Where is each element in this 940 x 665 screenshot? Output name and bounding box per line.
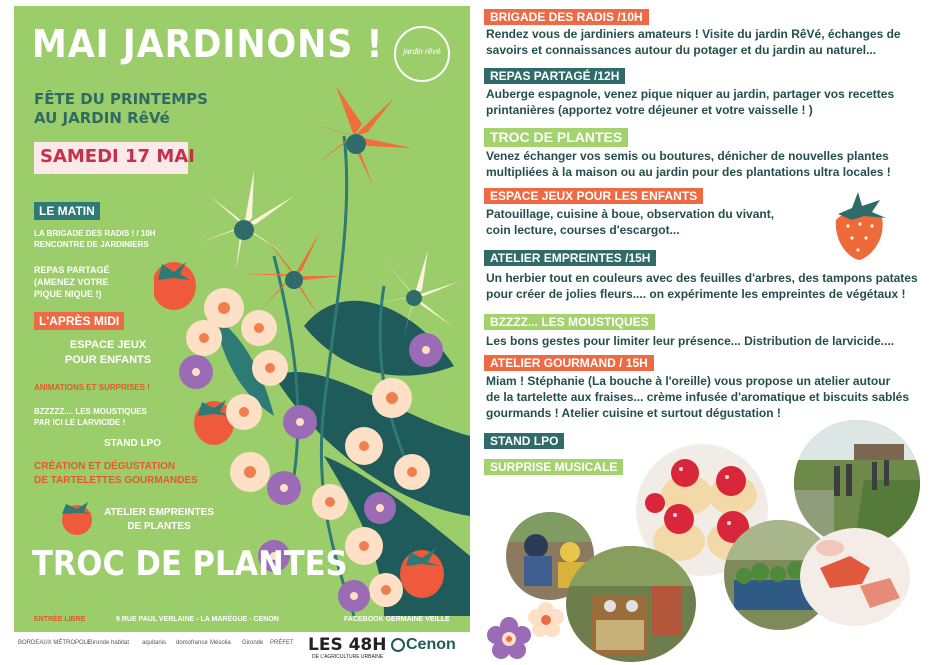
mosquito-line-1: BZZZZZ.... LES MOUSTIQUES [34, 407, 147, 416]
desc-line: Auberge espagnole, venez pique niquer au jardin, partager vos recettes [486, 87, 895, 101]
cenon-logo: Cenon [406, 636, 456, 653]
program-desc-prints-workshop [486, 270, 918, 302]
sponsor-logo: Mésolia [210, 640, 231, 646]
games-line-2: POUR ENFANTS [64, 354, 152, 366]
morning-item-1-line-2: RENCONTRE DE JARDINIERS [34, 240, 149, 249]
desc-line: Rendez vous de jardiniers amateurs ! Visite du jardin RêVé, échanges de [486, 27, 901, 41]
les-48h-logo: LES 48H [308, 635, 387, 655]
sponsor-logo: Gironde habitat [88, 640, 130, 646]
morning-label: LE MATIN [34, 202, 100, 220]
program-desc-shared-meal [486, 86, 894, 118]
morning-item-2 [34, 264, 110, 300]
event-poster [14, 6, 470, 632]
program-desc-radish-brigade [486, 26, 901, 58]
desc-line: multipliées à la maison ou au jardin pour des plantations ultra locales ! [486, 165, 891, 179]
morning-item-1 [34, 228, 156, 250]
program-header-shared-meal: REPAS PARTAGÉ /12H [484, 68, 625, 84]
cream-flower-icon [526, 600, 566, 640]
subtitle-line-2: AU JARDIN RêVé [34, 109, 170, 127]
program-header-plant-swap: TROC DE PLANTES [484, 128, 628, 147]
games-item [54, 338, 162, 368]
program-desc-gourmet-workshop [486, 373, 909, 421]
photo-leaf-prints [800, 528, 910, 626]
program-header-kids-games: ESPACE JEUX POUR LES ENFANTS [484, 188, 703, 204]
workshop-line-2: DE PLANTES [127, 521, 191, 532]
subtitle-line-1: FÊTE DU PRINTEMPS [34, 90, 208, 108]
stand-lpo-text: STAND LPO [104, 438, 162, 449]
tasting-line-1: CRÉATION ET DÉGUSTATION [34, 461, 176, 472]
flower-illustration [154, 76, 470, 616]
morning-item-2-line-3: PIQUE NIQUE !) [34, 289, 102, 299]
program-desc-plant-swap [486, 148, 891, 180]
workshop-line-1: ATELIER EMPREINTES [104, 507, 214, 518]
sponsor-logo: aquitanis [142, 640, 167, 646]
morning-item-2-line-1: REPAS PARTAGÉ [34, 265, 110, 275]
games-line-1: ESPACE JEUX [69, 339, 147, 351]
footer-entry: ENTRÉE LIBRE [34, 616, 86, 623]
program-header-radish-brigade: BRIGADE DES RADIS /10H [484, 9, 649, 25]
event-date: SAMEDI 17 MAI [40, 146, 195, 167]
tasting-item [34, 460, 198, 488]
program-header-prints-workshop: ATELIER EMPREINTES /15H [484, 250, 656, 266]
logo-text: jardin rêvé [403, 47, 441, 56]
program-header-mosquitoes: BZZZZ... LES MOUSTIQUES [484, 314, 655, 330]
desc-line: Venez échanger vos semis ou boutures, dénicher de nouvelles plantes [486, 149, 889, 163]
desc-line: Patouillage, cuisine à boue, observation du vivant, [486, 207, 775, 221]
desc-line: printanières (apportez votre déjeuner et votre vaisselle ! ) [486, 103, 813, 117]
program-header-musical-surprise: SURPRISE MUSICALE [484, 459, 623, 475]
mosquito-line-2: PAR ICI LE LARVICIDE ! [34, 418, 126, 427]
program-desc-mosquitoes [486, 333, 894, 349]
program-desc-kids-games [486, 206, 774, 238]
morning-item-1-line-1: LA BRIGADE DES RADIS ! / 10H [34, 229, 156, 238]
photo-mud-kitchen [566, 546, 696, 662]
poster-title: MAI JARDINONS ! [32, 22, 384, 66]
les-48h-subtitle: DE L'AGRICULTURE URBAINE [312, 654, 384, 660]
desc-line: coin lecture, courses d'escargot... [486, 223, 680, 237]
sponsor-logo: domofrance [176, 640, 208, 646]
tasting-line-2: DE TARTELETTES GOURMANDES [34, 475, 198, 486]
desc-line: Miam ! Stéphanie (La bouche à l'oreille) vous propose un atelier autour [486, 374, 891, 388]
cenon-icon [391, 638, 405, 652]
footer-address: 9 RUE PAUL VERLAINE - LA MARÈGUE - CENON [116, 616, 279, 623]
desc-line: savoirs et connaissances autour du potager et du jardin au naturel... [486, 43, 877, 57]
troc-title: TROC DE PLANTES [32, 544, 348, 584]
desc-line: pour créer de jolies fleurs.... on expérimente les empreintes de végétaux ! [486, 287, 906, 301]
footer-facebook: FACEBOOK GERMAINE VEILLE [344, 616, 450, 623]
workshop-item [94, 506, 224, 534]
sponsor-logo: BORDEAUX MÉTROPOLE [18, 640, 92, 646]
animations-text: ANIMATIONS ET SURPRISES ! [34, 383, 150, 392]
sponsor-logo: PRÉFET [270, 640, 294, 646]
mosquito-item [34, 406, 147, 428]
desc-line: Un herbier tout en couleurs avec des feuilles d'arbres, des tampons patates [486, 271, 918, 285]
sponsor-logo: Gironde [242, 640, 264, 646]
program-header-gourmet-workshop: ATELIER GOURMAND / 15H [484, 355, 654, 371]
strawberry-icon [60, 496, 94, 536]
jardin-reve-logo [394, 26, 450, 82]
sponsors-strip [14, 632, 470, 662]
strawberry-icon [828, 190, 888, 262]
desc-line: gourmands ! Atelier cuisine et surtout dégustation ! [486, 406, 781, 420]
morning-item-2-line-2: (AMENEZ VOTRE [34, 277, 109, 287]
program-header-stand-lpo: STAND LPO [484, 433, 564, 449]
desc-line: Les bons gestes pour limiter leur présence... Distribution de larvicide.... [486, 334, 895, 348]
desc-line: de la tartelette aux fraises... crème infusée d'aromatique et biscuits sablés [486, 390, 910, 404]
afternoon-label: L'APRÈS MIDI [34, 312, 124, 330]
